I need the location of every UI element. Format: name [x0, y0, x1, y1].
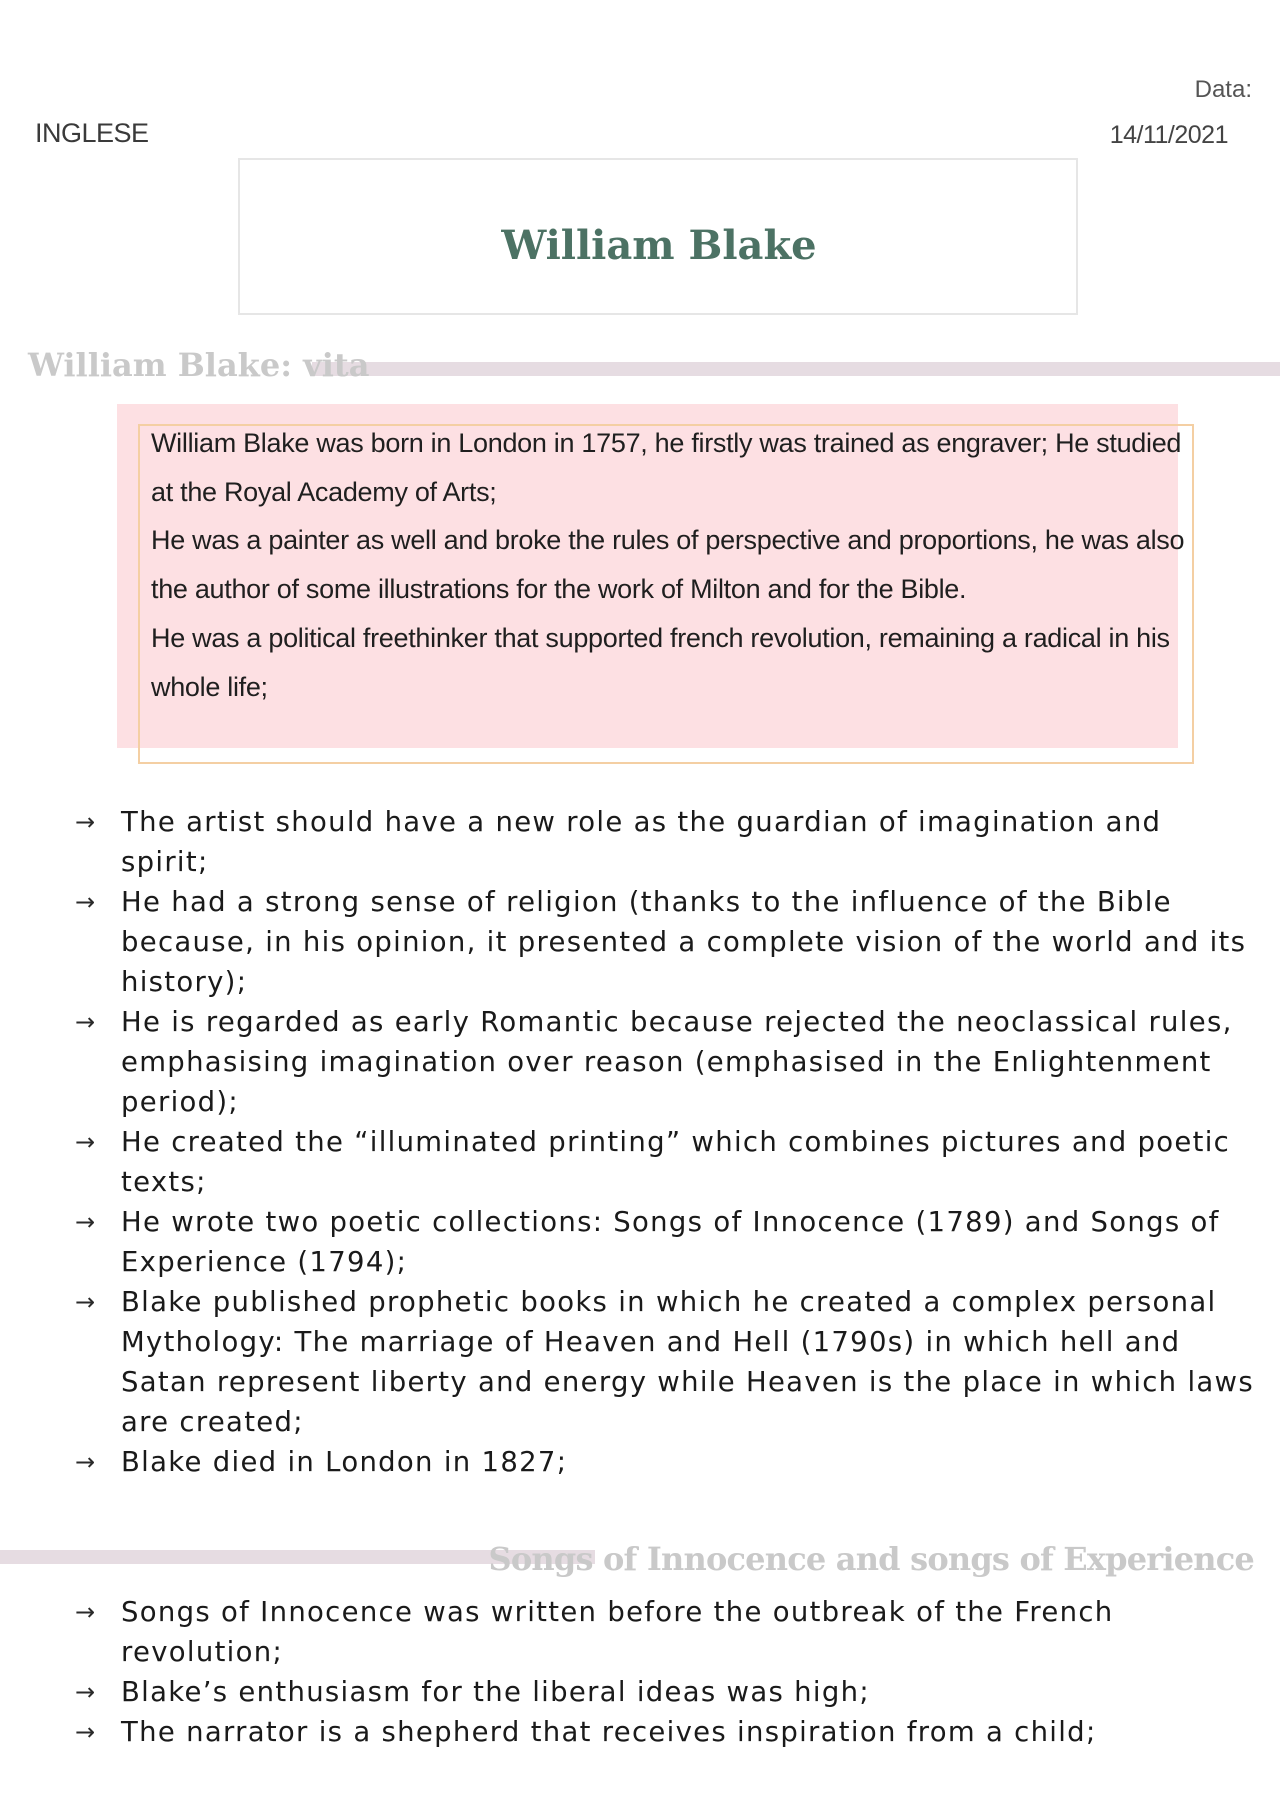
list-item: → Blake died in London in 1827; [75, 1442, 1255, 1482]
page-title: William Blake [501, 222, 817, 269]
list-item: → Blake published prophetic books in which he created a complex personal Mythology: The marriage of Heaven and Hell (1790s) in which hell and Satan represent liberty and energy while Heaven is the place in which laws are created; [75, 1282, 1255, 1442]
arrow-right-icon: → [75, 1208, 97, 1236]
arrow-right-icon: → [75, 1288, 97, 1316]
list-item: → Blake’s enthusiasm for the liberal ideas was high; [75, 1672, 1255, 1712]
subject-label: INGLESE [35, 118, 149, 148]
bio-paragraph: He was a political freethinker that supported french revolution, remaining a radical in his whole life; [151, 622, 1170, 702]
list-item: → The narrator is a shepherd that receives inspiration from a child; [75, 1712, 1255, 1752]
arrow-right-icon: → [75, 888, 97, 916]
arrow-right-icon: → [75, 1128, 97, 1156]
arrow-right-icon: → [75, 1598, 97, 1626]
bio-text [151, 419, 1191, 711]
section-title-vita: William Blake: vita [28, 346, 370, 384]
arrow-right-icon: → [75, 1718, 97, 1746]
section-title-songs: Songs of Innocence and songs of Experience [488, 1540, 1254, 1578]
arrow-right-icon: → [75, 1008, 97, 1036]
section-divider-vita [312, 362, 1280, 376]
list-item: → Songs of Innocence was written before the outbreak of the French revolution; [75, 1592, 1255, 1672]
list-item: → He created the “illuminated printing” which combines pictures and poetic texts; [75, 1122, 1255, 1202]
list-item: → The artist should have a new role as the guardian of imagination and spirit; [75, 802, 1255, 882]
songs-bullet-list [75, 1592, 1255, 1752]
date-label: Data: [1194, 76, 1252, 103]
list-item: → He had a strong sense of religion (thanks to the influence of the Bible because, in his opinion, it presented a complete vision of the world and its history); [75, 882, 1255, 1002]
vita-bullet-list [75, 802, 1255, 1482]
arrow-right-icon: → [75, 1678, 97, 1706]
bio-paragraph: William Blake was born in London in 1757, he firstly was trained as engraver; He studied at the Royal Academy of Arts; [151, 428, 1182, 507]
date-value: 14/11/2021 [1109, 121, 1228, 149]
arrow-right-icon: → [75, 808, 97, 836]
bio-paragraph: He was a painter as well and broke the rules of perspective and proportions, he was also the author of some illustrations for the work of Milton and for the Bible. [151, 525, 1185, 605]
list-item: → He wrote two poetic collections: Songs of Innocence (1789) and Songs of Experience (1794); [75, 1202, 1255, 1282]
arrow-right-icon: → [75, 1448, 97, 1476]
list-item: → He is regarded as early Romantic because rejected the neoclassical rules, emphasising imagination over reason (emphasised in the Enlightenment period); [75, 1002, 1255, 1122]
